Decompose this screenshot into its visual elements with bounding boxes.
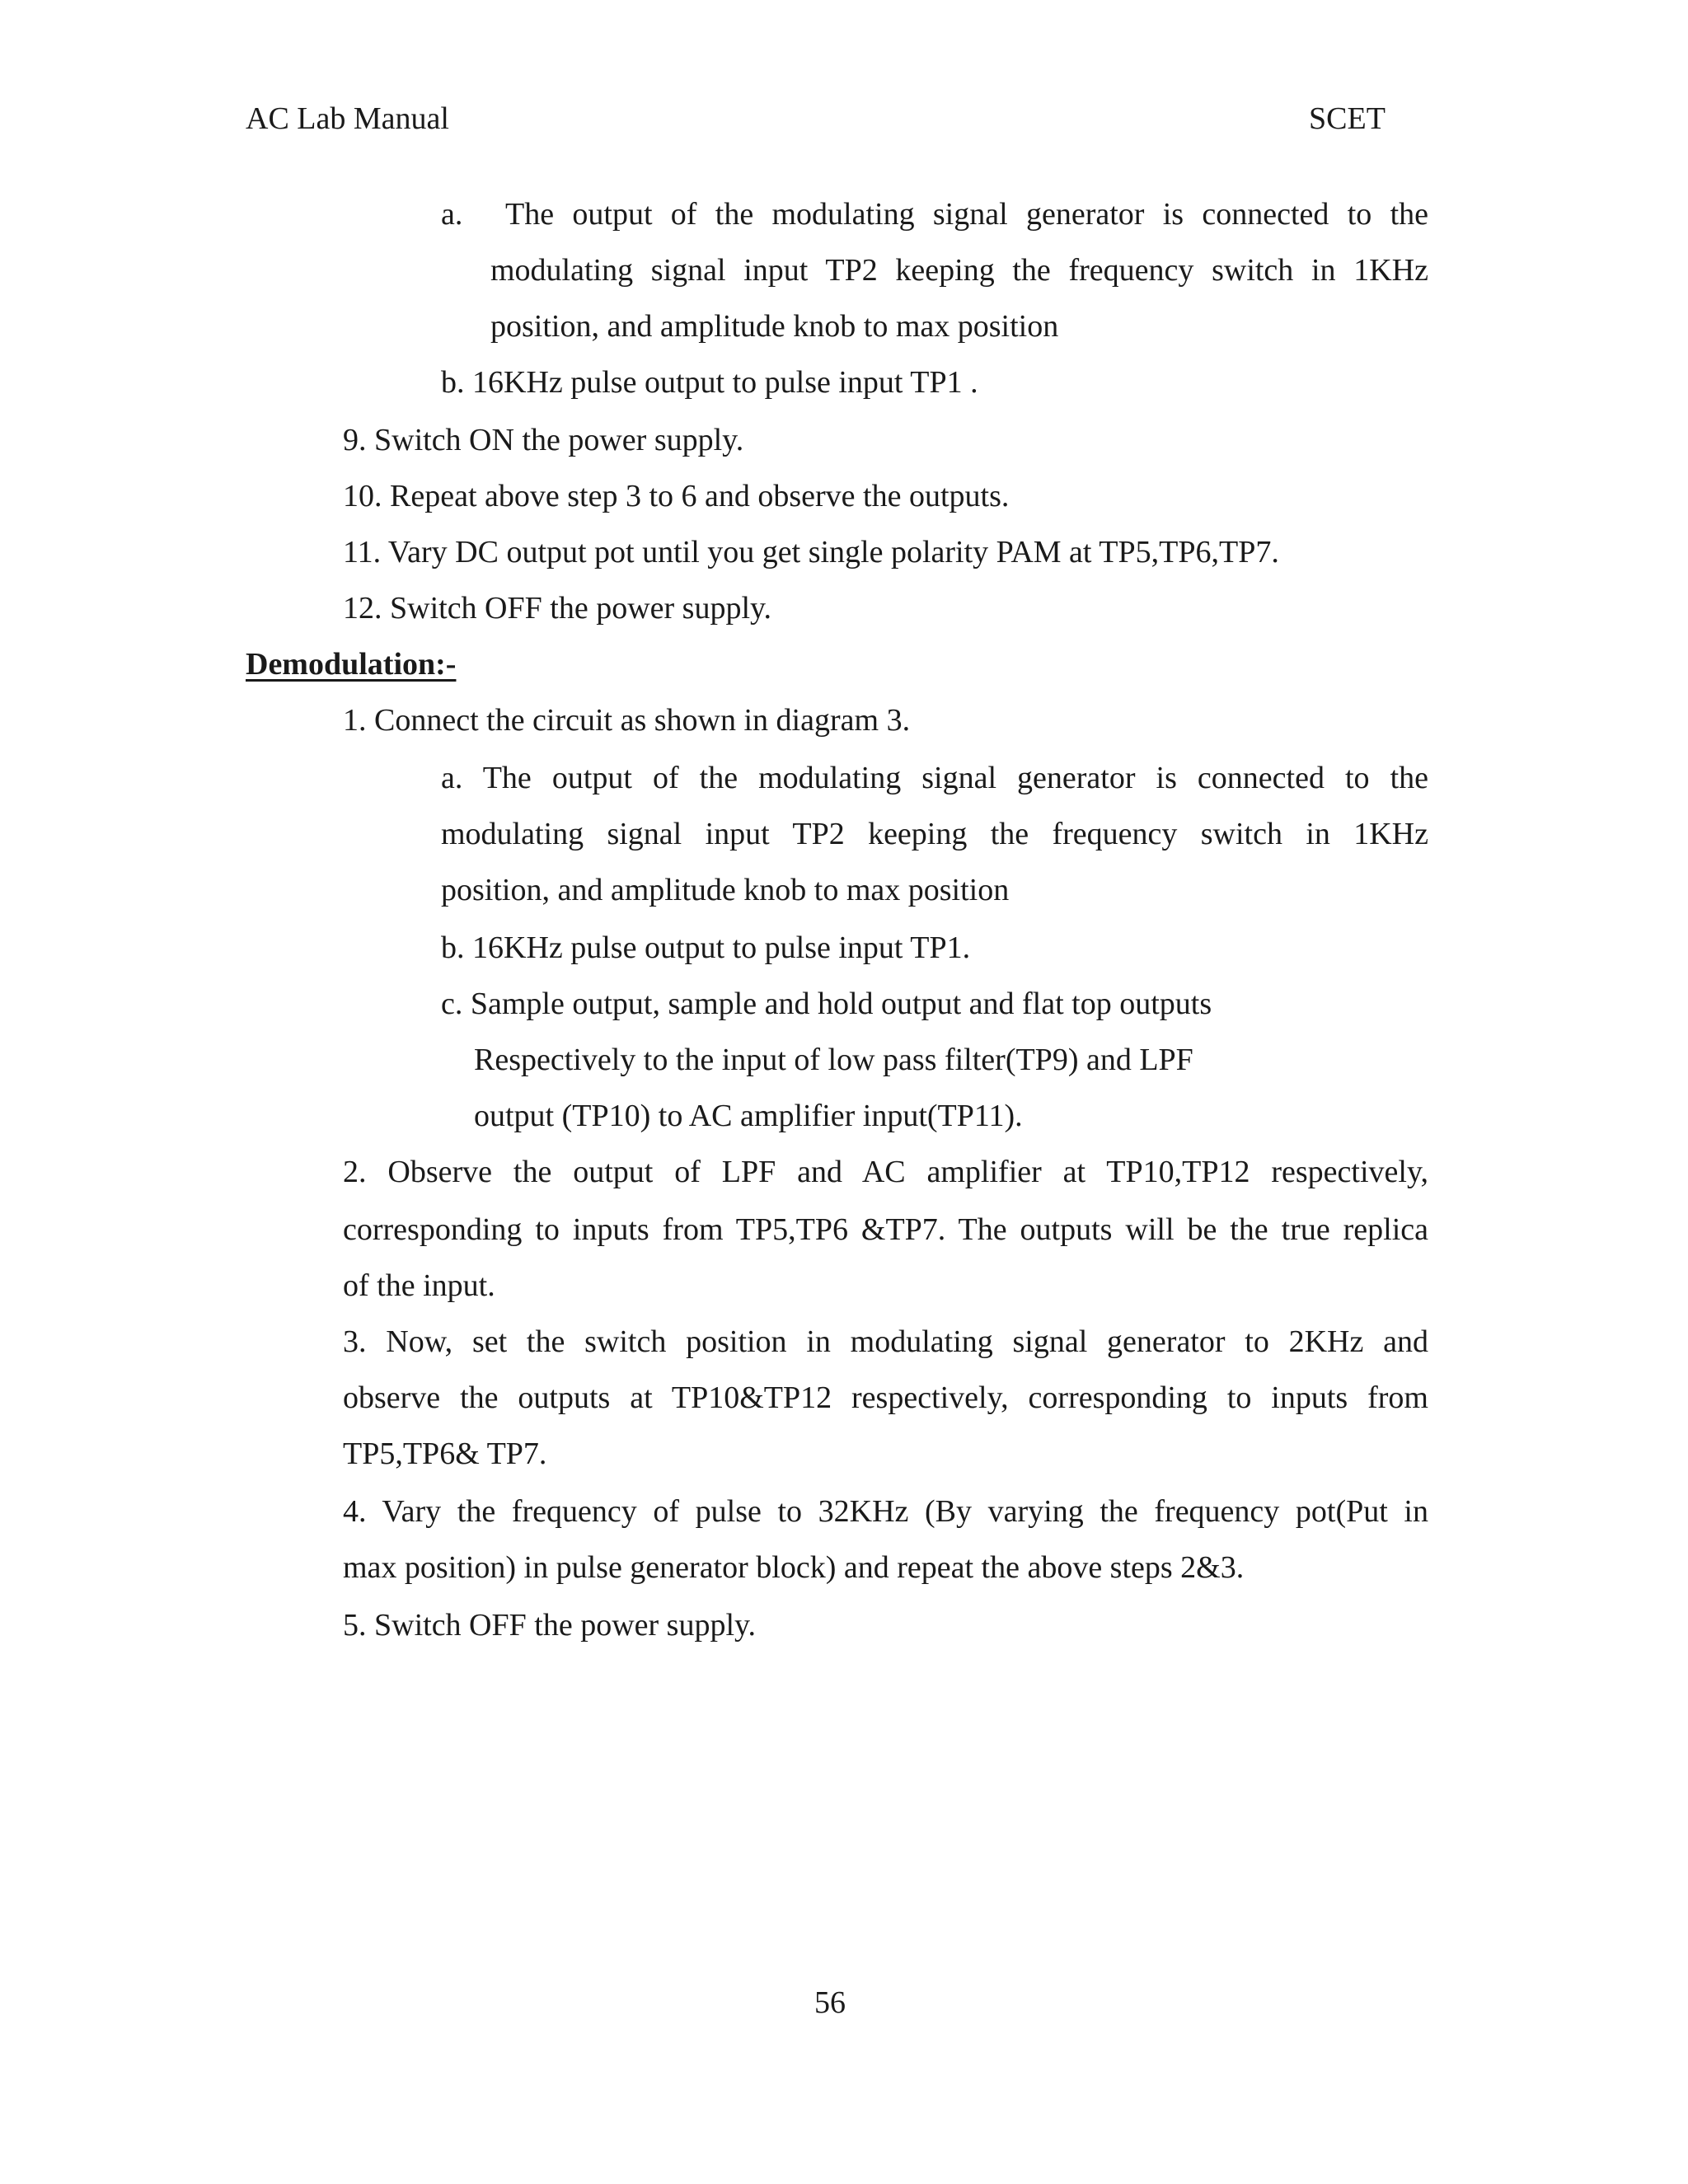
step-11: 11. Vary DC output pot until you get single polarity PAM at TP5,TP6,TP7.	[343, 535, 1279, 569]
step-9: 9. Switch ON the power supply.	[343, 423, 744, 457]
demod-step-2-line2: corresponding to inputs from TP5,TP6 &TP7. The outputs will be the true replica	[343, 1212, 1428, 1247]
demod-step-b: b. 16KHz pulse output to pulse input TP1.	[441, 930, 971, 965]
step-10: 10. Repeat above step 3 to 6 and observe the outputs.	[343, 479, 1010, 513]
demod-step-3-line3: TP5,TP6& TP7.	[343, 1436, 547, 1471]
demod-step-3-line1: 3. Now, set the switch position in modulating signal generator to 2KHz and	[343, 1324, 1428, 1359]
step-12: 12. Switch OFF the power supply.	[343, 591, 772, 626]
demod-step-4-line2: max position) in pulse generator block) and repeat the above steps 2&3.	[343, 1550, 1245, 1585]
demod-step-1: 1. Connect the circuit as shown in diagram 3.	[343, 703, 911, 738]
header-institution: SCET	[1309, 101, 1386, 136]
step-a-marker: a.	[441, 197, 463, 232]
demod-step-2-line3: of the input.	[343, 1268, 495, 1303]
demod-step-5: 5. Switch OFF the power supply.	[343, 1608, 757, 1643]
demod-step-2-line1: 2. Observe the output of LPF and AC amplifier at TP10,TP12 respectively,	[343, 1155, 1428, 1189]
demod-step-a-line2: modulating signal input TP2 keeping the frequency switch in 1KHz	[441, 817, 1428, 851]
demod-step-c-line3: output (TP10) to AC amplifier input(TP11).	[474, 1099, 1023, 1133]
section-heading-demodulation: Demodulation:-	[246, 647, 457, 682]
demod-step-4-line1: 4. Vary the frequency of pulse to 32KHz (By varying the frequency pot(Put in	[343, 1494, 1428, 1529]
step-a-line2: modulating signal input TP2 keeping the frequency switch in 1KHz	[490, 253, 1428, 288]
demod-step-a-line3: position, and amplitude knob to max position	[441, 873, 1010, 907]
step-b: b. 16KHz pulse output to pulse input TP1 .	[441, 365, 978, 400]
demod-step-c-line2: Respectively to the input of low pass filter(TP9) and LPF	[474, 1043, 1193, 1077]
demod-step-3-line2: observe the outputs at TP10&TP12 respectively, corresponding to inputs from	[343, 1380, 1428, 1415]
step-a-line3: position, and amplitude knob to max position	[490, 309, 1059, 344]
step-a-line1: The output of the modulating signal generator is connected to the	[505, 197, 1428, 232]
header-title: AC Lab Manual	[246, 101, 449, 136]
demod-step-c-line1: c. Sample output, sample and hold output and flat top outputs	[441, 987, 1212, 1021]
demod-step-a-line1: a. The output of the modulating signal generator is connected to the	[441, 761, 1428, 795]
page-number: 56	[814, 1985, 846, 2020]
